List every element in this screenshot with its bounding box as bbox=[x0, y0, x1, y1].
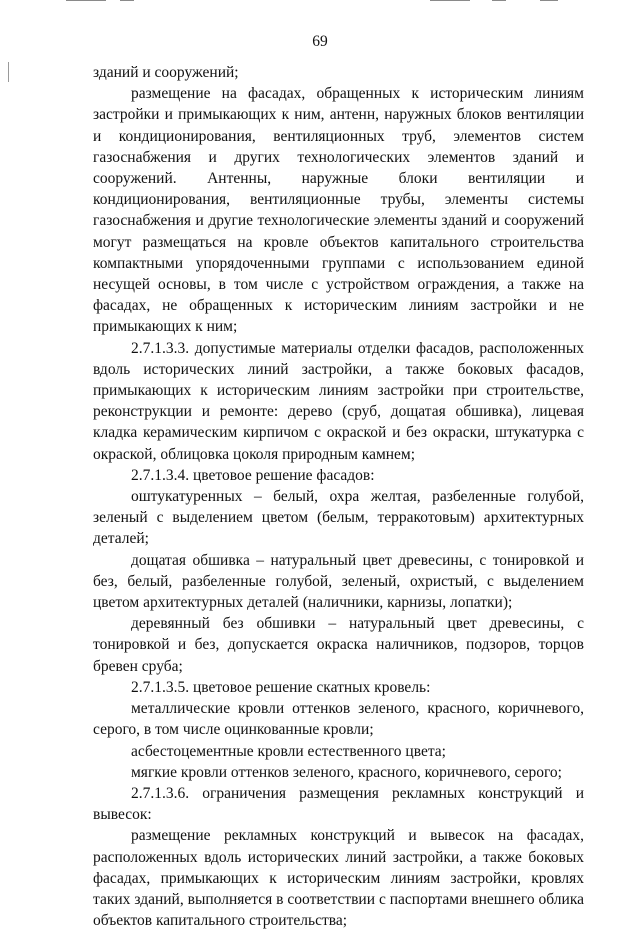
paragraph: деревянный без обшивки – натуральный цвет древесины, с тонировкой и без, допускается окраска наличников, подзоров, торцов бревен сруба; bbox=[93, 615, 584, 675]
paragraph: зданий и сооружений; bbox=[93, 64, 239, 81]
paragraph: оштукатуренных – белый, охра желтая, разбеленные голубой, зеленый с выделением цветом (белым, терракотовым) архитектурных деталей; bbox=[93, 488, 584, 548]
document-body bbox=[93, 62, 584, 931]
paragraph: 2.7.1.3.4. цветовое решение фасадов: bbox=[131, 466, 375, 484]
paragraph: мягкие кровли оттенков зеленого, красного, коричневого, серого; bbox=[131, 763, 562, 781]
scan-edge-line-4 bbox=[492, 0, 506, 1]
page-number: 69 bbox=[312, 33, 328, 50]
scan-edge-line-2 bbox=[120, 0, 134, 1]
scan-margin-line bbox=[8, 62, 9, 82]
paragraph: 2.7.1.3.5. цветовое решение скатных кровель: bbox=[131, 678, 431, 696]
paragraph: 2.7.1.3.6. ограничения размещения рекламных конструкций и вывесок: bbox=[93, 784, 584, 824]
scan-edge-line-3 bbox=[430, 0, 470, 1]
paragraph: размещение рекламных конструкций и вывесок на фасадах, расположенных вдоль исторических линий застройки, а также боковых фасадах, примыкающих к историческим линиям застройки, кровлях таких зданий, выполняется в соответствии с паспортами внешнего облика объектов капитального строительства; bbox=[93, 827, 584, 930]
scan-edge-line-1 bbox=[66, 0, 106, 1]
scan-edge-line-5 bbox=[540, 0, 558, 1]
paragraph: 2.7.1.3.3. допустимые материалы отделки фасадов, расположенных вдоль исторических линий застройки, а также боковых фасадов, примыкающих к историческим линиям застройки при строительстве, реконструкции и ремонте: дерево (сруб, дощатая обшивка), лицевая кладка керамическим кирпичом с окраской и без окраски, штукатурка с окраской, облицовка цоколя природным камнем; bbox=[93, 339, 584, 463]
paragraph: размещение на фасадах, обращенных к историческим линиям застройки и примыкающих к ним, антенн, наружных блоков вентиляции и кондиционирования, вентиляционных труб, элементов систем газоснабжения и других технологических элементов зданий и сооружений. Антенны, наружные блоки вентиляции и кондиционирования, вентиляционные трубы, элементы системы газоснабжения и другие технологические элементы зданий и сооружений могут размещаться на кровле объектов капитального строительства компактными упорядоченными группами с использованием единой несущей основы, в том числе с устройством ограждения, а также на фасадах, не обращенных к историческим линиям застройки и не примыкающих к ним; bbox=[93, 85, 584, 336]
paragraph: металлические кровли оттенков зеленого, красного, коричневого, серого, в том числе оцинкованные кровли; bbox=[93, 700, 584, 739]
paragraph: дощатая обшивка – натуральный цвет древесины, с тонировкой и без, белый, разбеленные голубой, зеленый, охристый, с выделением цветом архитектурных деталей (наличники, карнизы, лопатки); bbox=[93, 551, 584, 612]
paragraph: асбестоцементные кровли естественного цвета; bbox=[131, 742, 446, 760]
